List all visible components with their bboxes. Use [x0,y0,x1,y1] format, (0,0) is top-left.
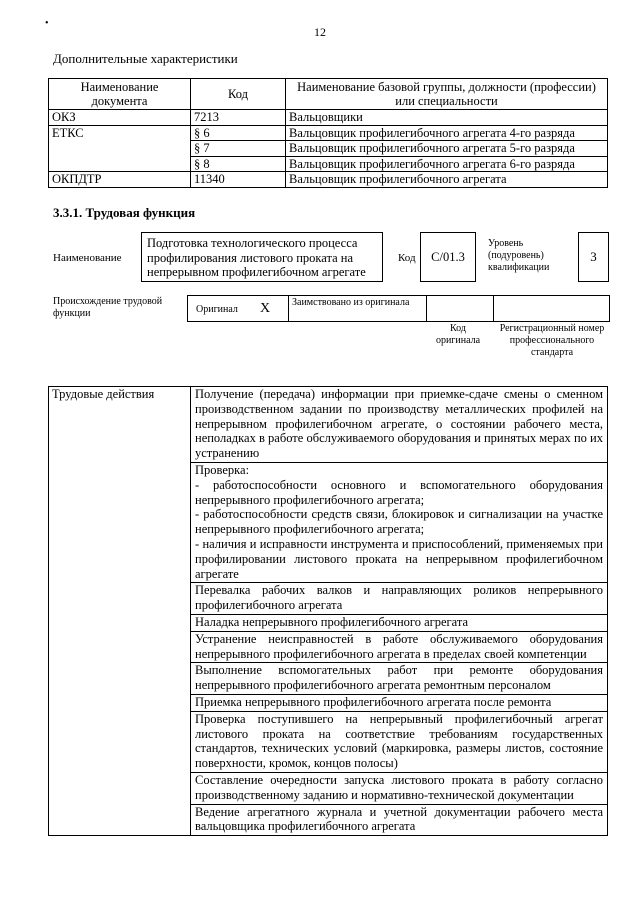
section-title: 3.3.1. Трудовая функция [53,205,196,220]
code-original-caption: Код оригинала [435,323,481,346]
table-row [49,387,608,463]
original-label: Оригинал [196,304,238,315]
cell-code: § 7 [191,141,286,157]
action-item: Наладка непрерывного профилегибочного агрегата [191,614,608,631]
header-doc: Наименование документа [49,79,191,110]
table-row [49,110,608,126]
actions-label: Трудовые действия [49,387,191,836]
additional-characteristics-title: Дополнительные характеристики [53,51,238,66]
action-item: Перевалка рабочих валков и направляющих роликов непрерывного профилегибочного агрегата [191,583,608,615]
cell-doc: ОКПДТР [49,172,191,188]
table-row [49,172,608,188]
action-item: Выполнение вспомогательных работ при ремонте оборудования непрерывного профилегибочного агрегата ремонтным персоналом [191,663,608,695]
cell-code: § 8 [191,156,286,172]
name-label: Наименование [53,252,122,264]
divider [288,296,289,321]
borrowed-label: Заимствовано из оригинала [292,297,410,308]
origin-label: Происхождение трудовой функции [53,296,163,319]
table-header-row [49,79,608,110]
code-label: Код [398,252,416,264]
function-name-box [141,232,383,282]
action-item: Устранение неисправностей в работе обслуживаемого оборудования непрерывного профилегибочного агрегата в пределах своей компетенции [191,631,608,663]
characteristics-table [48,78,608,188]
function-name: Подготовка технологического процесса профилирования листового проката на непрерывном профилегибочном агрегате [147,236,366,279]
table-row [49,125,608,141]
cell-code: § 6 [191,125,286,141]
labor-actions-table [48,386,608,836]
level-label: Уровень (подуровень) квалификации [488,238,550,273]
divider [493,296,494,321]
header-group: Наименование базовой группы, должности (профессии) или специальности [286,79,608,110]
level-box [578,232,609,282]
level-value: 3 [590,249,597,264]
cell-group: Вальцовщик профилегибочного агрегата 6-го разряда [286,156,608,172]
action-item: Ведение агрегатного журнала и учетной документации рабочего места вальцовщика профилегибочного агрегата [191,804,608,836]
origin-box [187,295,610,322]
cell-group: Вальцовщик профилегибочного агрегата 5-го разряда [286,141,608,157]
cell-code: 7213 [191,110,286,126]
divider [426,296,427,321]
header-code: Код [191,79,286,110]
cell-group: Вальцовщик профилегибочного агрегата 4-го разряда [286,125,608,141]
action-item: Проверка поступившего на непрерывный профилегибочный агрегат листового проката на соответствие требованиям государственных стандартов, технических условий (маркировка, размеры листов, состояние поверхности, кромок, концов полосы) [191,711,608,772]
action-item: Приемка непрерывного профилегибочного агрегата после ремонта [191,694,608,711]
action-item: Получение (передача) информации при приемке-сдаче смены о сменном производственном задании по производству металлических профилей на непрерывном профилегибочном агрегате, о состоянии рабочего места, неполадках в работе обслуживаемого оборудования и принятых мерах по их устранению [191,387,608,463]
bullet-mark: • [45,18,49,29]
cell-doc: ОКЗ [49,110,191,126]
cell-code: 11340 [191,172,286,188]
function-code: С/01.3 [431,249,465,264]
function-code-box [420,232,476,282]
action-item: Составление очередности запуска листового проката в работу согласно производственному заданию и нормативно-технической документации [191,772,608,804]
original-mark: X [260,301,271,316]
cell-doc: ЕТКС [49,125,191,172]
cell-group: Вальцовщик профилегибочного агрегата [286,172,608,188]
cell-group: Вальцовщики [286,110,608,126]
action-item: Проверка: - работоспособности основного и вспомогательного оборудования непрерывного профилегибочного агрегата; - работоспособности средств связи, блокировок и сигнализации на участке непрерывного профилегибочного агрегата; - наличия и исправности инструмента и приспособлений, применяемых при профилировании листового проката на непрерывном профилегибочном агрегате [191,462,608,582]
page-number: 12 [314,25,326,39]
reg-number-caption: Регистрационный номер профессионального стандарта [499,323,605,358]
